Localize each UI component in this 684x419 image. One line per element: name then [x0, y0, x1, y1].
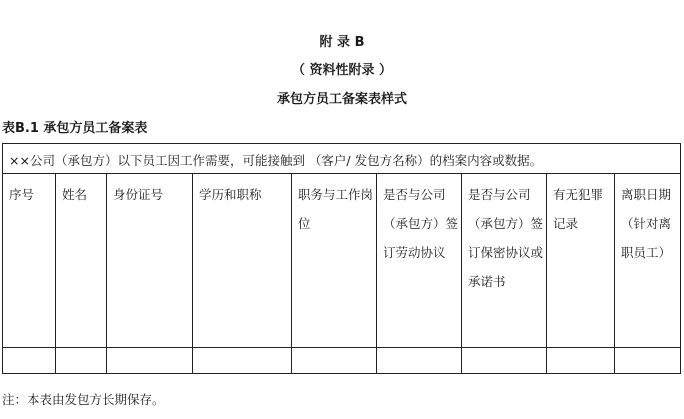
column-header-id-number: 身份证号 [107, 174, 193, 348]
appendix-subtitle: （ 资料性附录 ） [291, 63, 393, 78]
column-header-criminal-record: 有无犯罪记录 [547, 174, 615, 348]
table-cell[interactable] [3, 348, 56, 374]
form-heading: 承包方员工备案表样式 [276, 92, 407, 107]
column-header-name: 姓名 [56, 174, 107, 348]
column-header-position: 职务与工作岗位 [292, 174, 377, 348]
table-cell[interactable] [615, 348, 681, 374]
table-note-row [3, 144, 681, 174]
table-cell[interactable] [547, 348, 615, 374]
column-header-departure-date: 离职日期（针对离职员工） [615, 174, 681, 348]
table-footnote: 注：本表由发包方长期保存。 [2, 392, 165, 407]
table-cell[interactable] [377, 348, 462, 374]
table-cell[interactable] [107, 348, 193, 374]
table-header-row [3, 174, 681, 348]
column-header-serial-number: 序号 [3, 174, 56, 348]
column-header-confidentiality-agreement: 是否与公司（承包方）签订保密协议或承诺书 [462, 174, 547, 348]
table-note: ××公司（承包方）以下员工因工作需要，可能接触到 （客户/ 发包方名称）的档案内容或数据。 [3, 144, 681, 174]
column-header-education-title: 学历和职称 [193, 174, 292, 348]
table-row [3, 348, 681, 374]
table-cell[interactable] [292, 348, 377, 374]
table-cell[interactable] [462, 348, 547, 374]
table-cell[interactable] [56, 348, 107, 374]
table-cell[interactable] [193, 348, 292, 374]
appendix-title: 附 录 B [319, 35, 365, 50]
column-header-labor-agreement: 是否与公司（承包方）签订劳动协议 [377, 174, 462, 348]
employee-record-table [2, 143, 681, 374]
table-caption: 表B.1 承包方员工备案表 [2, 121, 148, 136]
